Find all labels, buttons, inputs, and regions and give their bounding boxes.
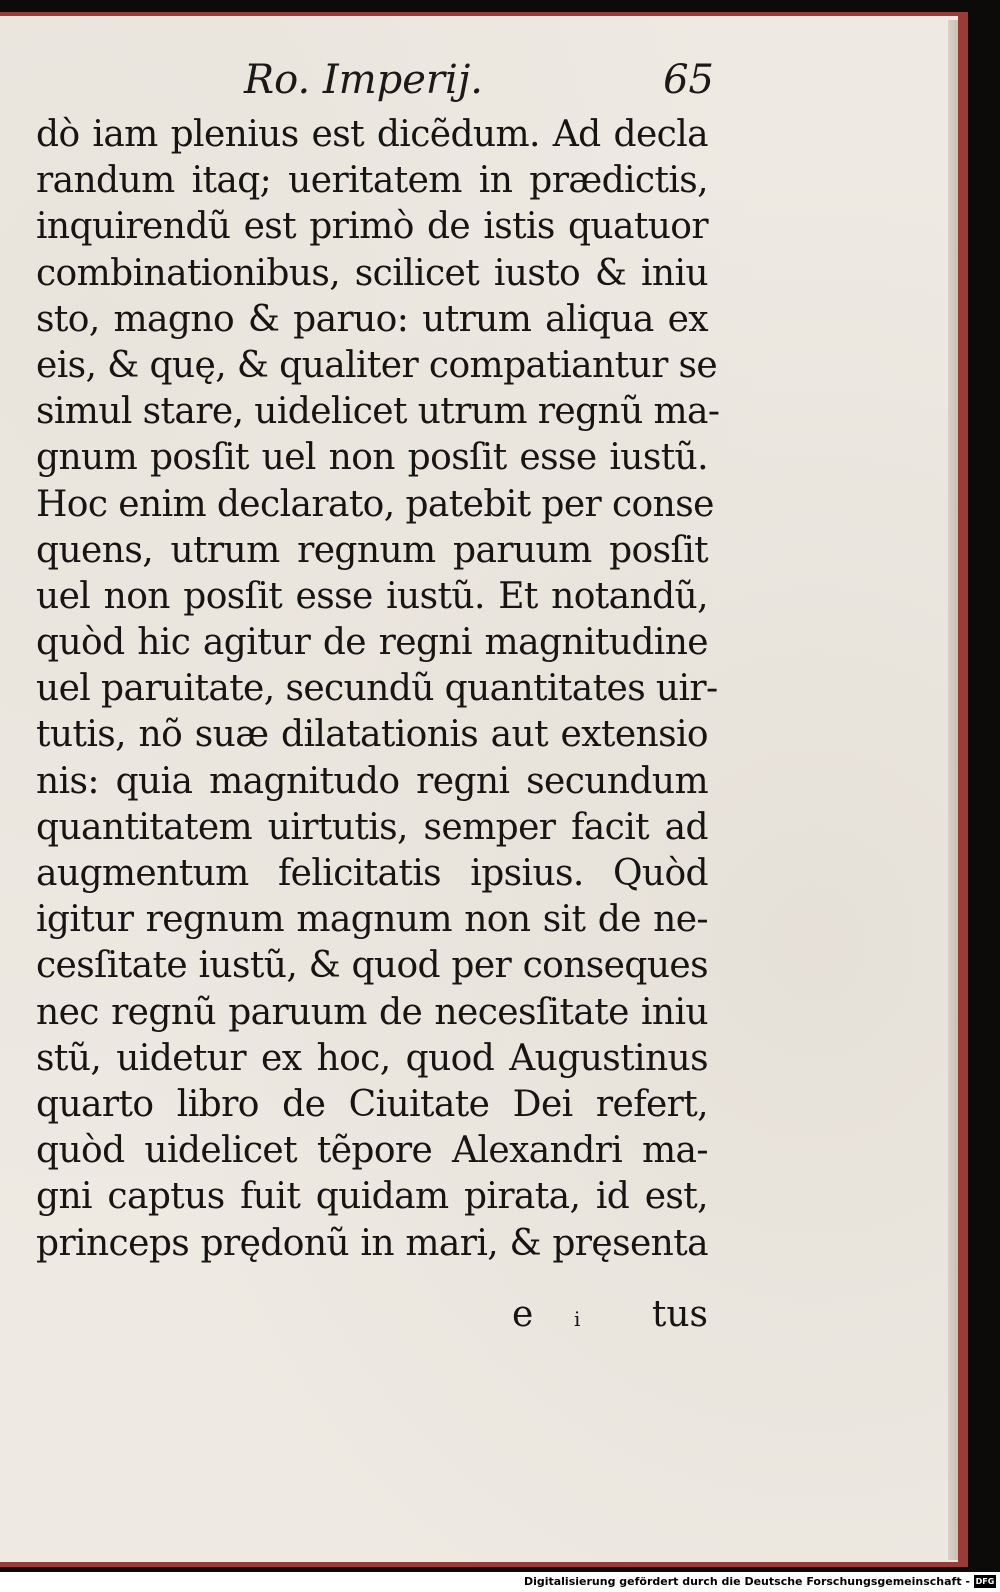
text-line: igitur regnum magnum non sit de ne- (36, 899, 708, 941)
text-line: quens, utrum regnum paruum posſit (36, 529, 708, 571)
text-line: simul stare, uidelicet utrum regnũ ma- (36, 391, 720, 433)
text-line: princeps prędonũ in mari, & pręsenta (36, 1222, 708, 1264)
text-line: gni captus fuit quidam pirata, id est, (36, 1176, 708, 1218)
funding-credit: Digitalisierung gefördert durch die Deutsche Forschungsgemeinschaft - (523, 1575, 970, 1588)
text-line: tutis, nõ suæ dilatationis aut extensio (36, 714, 708, 756)
text-line: augmentum felicitatis ipsius. Quòd (36, 853, 708, 894)
text-line: dò iam plenius est dicẽdum. Ad decla (36, 114, 708, 155)
text-line: Hoc enim declarato, patebit per conse (36, 483, 714, 525)
text-line: cesſitate iustũ, & quod per conseques (36, 945, 708, 987)
text-line: eis, & quę, & qualiter compatiantur se (36, 344, 718, 386)
text-line: combinationibus, scilicet iusto & iniu (36, 252, 708, 294)
text-line: randum itaq; ueritatem in prædictis, (36, 160, 708, 202)
text-line: uel non posſit esse iustũ. Et notandũ, (36, 575, 708, 617)
text-line: sto, magno & paruo: utrum aliqua ex (36, 298, 708, 340)
text-line: nec regnũ paruum de necesſitate iniu (36, 991, 708, 1033)
catchword-line (512, 1292, 708, 1338)
body-text (36, 112, 720, 1267)
text-line: uel paruitate, secundũ quantitates uir- (36, 668, 718, 710)
text-line: nis: quia magnitudo regni secundum (36, 760, 708, 802)
page-number: 65 (663, 57, 714, 103)
digitization-footer (0, 1572, 1000, 1592)
text-line: inquirendũ est primò de istis quatuor (36, 206, 708, 248)
signature-mark: e (512, 1294, 534, 1335)
page-header (36, 56, 716, 106)
dfg-logo-icon: DFG (975, 1577, 995, 1586)
text-line: quòd uidelicet tẽpore Alexandri ma- (36, 1130, 708, 1172)
page-fore-edge (948, 20, 958, 1560)
text-line: gnum posſit uel non posſit esse iustũ. (36, 437, 708, 479)
running-title: Ro. Imperij. (244, 57, 483, 103)
text-line: quarto libro de Ciuitate Dei refert, (36, 1083, 708, 1125)
text-line: quantitatem uirtutis, semper facit ad (36, 806, 708, 848)
text-line: quòd hic agitur de regni magnitudine (36, 622, 708, 664)
text-line: stũ, uidetur ex hoc, quod Augustinus (36, 1037, 708, 1079)
signature-dot: i (574, 1307, 581, 1331)
catchword: tus (651, 1294, 708, 1335)
